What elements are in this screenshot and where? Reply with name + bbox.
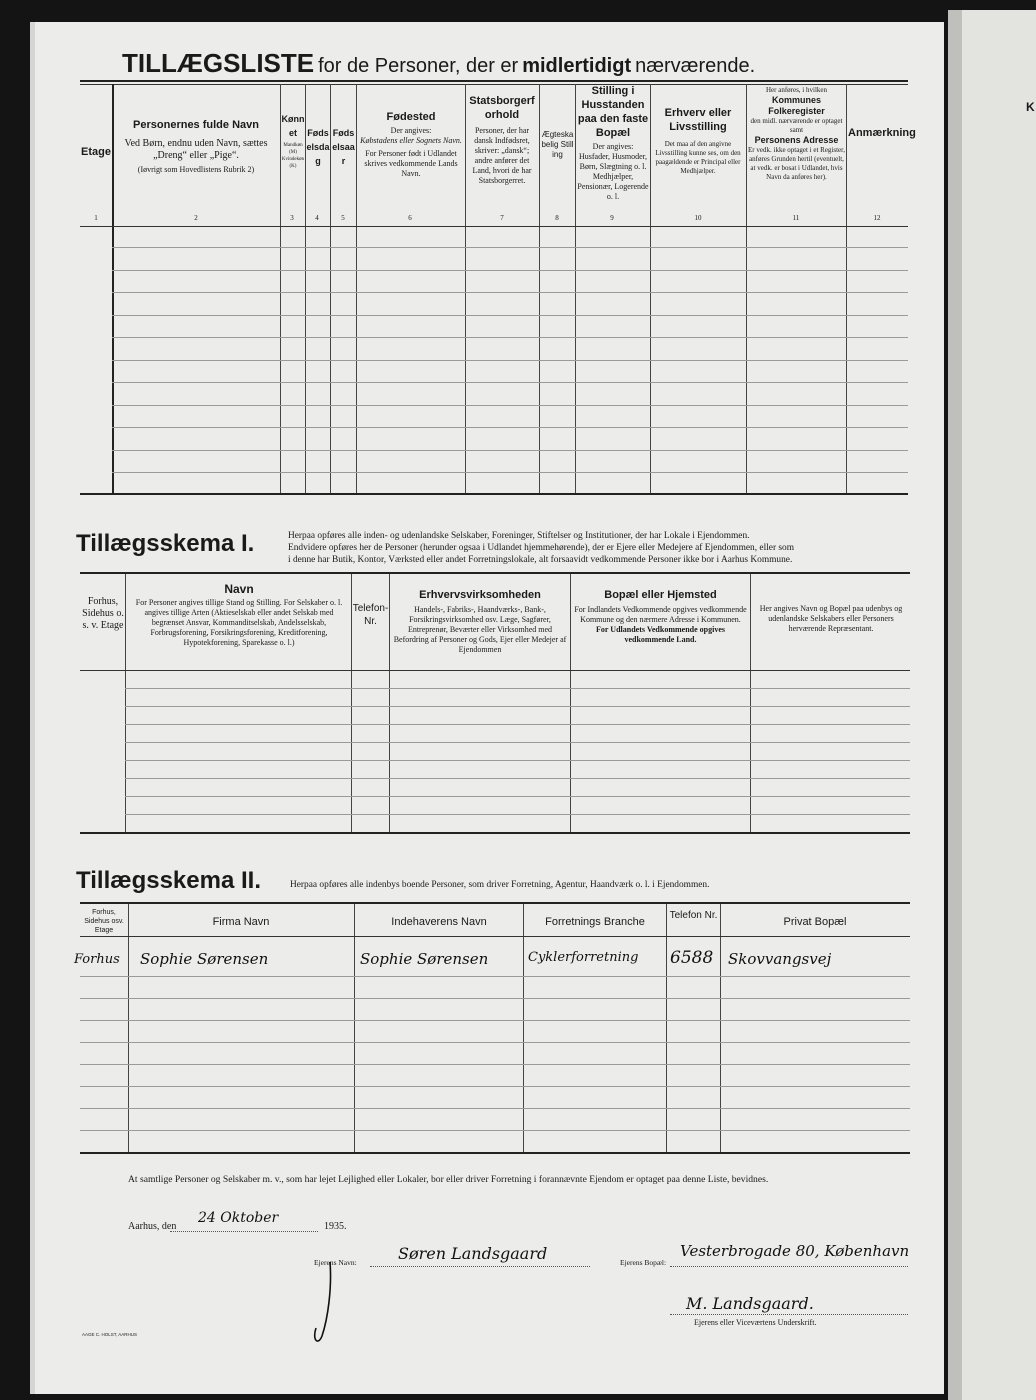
ruled-row <box>112 405 908 406</box>
ruled-row <box>80 976 910 977</box>
skema1-col-repr: Her angives Navn og Bopæl paa udenbys og udenlandske Selskabers eller Personers herværende Repræsentant. <box>759 604 903 633</box>
list-top-rule <box>80 80 908 82</box>
header-adresse: Personens Adresse <box>754 135 839 145</box>
skema1-intro <box>288 530 910 566</box>
column-number: 5 <box>341 214 345 222</box>
ruled-row <box>80 1108 910 1109</box>
column-number: 2 <box>194 214 198 222</box>
header-foedselsaar: Fødselsaar <box>332 128 355 166</box>
ruled-row <box>112 270 908 271</box>
col-divider <box>650 84 651 494</box>
ruled-row <box>80 998 910 999</box>
owner-name-hand: Søren Landsgaard <box>398 1244 548 1263</box>
col-divider <box>356 84 357 494</box>
skema1-header-rule <box>80 670 910 671</box>
ruled-row <box>80 1042 910 1043</box>
column-number: 4 <box>315 214 319 222</box>
skema2-col-forhus: Forhus, Sidehus osv. Etage <box>84 909 124 934</box>
ruled-row <box>125 796 910 797</box>
header-foedested-note2: Købstadens eller Sognets Navn. <box>360 136 462 145</box>
ruled-row <box>125 706 910 707</box>
row1-etage: Forhus <box>74 952 120 967</box>
skema1-title: Tillægsskema I. <box>76 530 255 557</box>
col-divider <box>465 84 466 494</box>
title-end: nærværende. <box>635 55 756 77</box>
row1-firma: Sophie Sørensen <box>140 950 269 968</box>
row1-indehaver: Sophie Sørensen <box>360 950 489 968</box>
skema2-col-telefon: Telefon Nr. <box>669 910 718 921</box>
column-number: 7 <box>500 214 504 222</box>
column-number: 9 <box>610 214 614 222</box>
col-divider <box>570 574 571 832</box>
skema1-col-bopael-title: Bopæl eller Hjemsted <box>604 589 717 601</box>
col-divider <box>666 904 667 1152</box>
header-foedselsdag: Fødselsdag <box>306 128 330 166</box>
signature-label: Ejerens eller Viceværtens Underskrift. <box>694 1318 817 1327</box>
header-stats-title: Statsborgerforhold <box>469 95 535 121</box>
ruled-row <box>112 472 908 473</box>
skema1-bottom-rule <box>80 832 910 834</box>
col-divider <box>125 574 126 832</box>
header-bottom-rule <box>80 226 908 227</box>
col-divider <box>523 904 524 1152</box>
skema1-col-telefon: Telefon-Nr. <box>352 603 389 627</box>
header-etage: Etage <box>81 146 111 158</box>
ruled-row <box>125 778 910 779</box>
skema1-col-forhus: Forhus, Sidehus o. s. v. Etage <box>82 596 124 631</box>
column-number: 8 <box>555 214 559 222</box>
header-foedested-note3: For Personer født i Udlandet skrives vedkommende Lands Navn. <box>364 149 458 178</box>
header-stilling-title: Stilling i Husstanden paa den faste Bopæl <box>577 85 649 139</box>
header-erhverv-title: Erhverv eller Livsstilling <box>664 107 732 133</box>
date-line <box>170 1231 318 1232</box>
header-koen-note: Mandkøn (M) Kvindekøn (K) <box>281 143 305 169</box>
ruled-row <box>80 1020 910 1021</box>
col-divider <box>575 84 576 494</box>
ruled-row <box>112 427 908 428</box>
header-anm: Anmærkning <box>848 127 916 139</box>
skema1-intro-line: i denne har Butik, Kontor, Værksted eller andet Forretningslokale, alt forsaavidt vedkommende Personer ikke bor i Aarhus Kommune. <box>288 555 793 565</box>
ruled-row <box>112 247 908 248</box>
owner-addr-label: Ejerens Bopæl: <box>620 1258 667 1267</box>
header-erhverv <box>652 106 744 176</box>
ruled-row <box>80 1064 910 1065</box>
skema1-col-erhverv <box>392 588 568 655</box>
column-number: 12 <box>873 214 881 222</box>
list-bottom-rule <box>80 493 908 495</box>
skema2-col-bopael: Privat Bopæl <box>783 916 847 928</box>
header-foedested <box>360 110 462 179</box>
header-stilling <box>577 84 649 202</box>
date-handwritten: 24 Oktober <box>198 1210 279 1226</box>
header-kommune-title: Kommunes Folkeregister <box>768 95 825 116</box>
ruled-row <box>112 450 908 451</box>
skema1-col-bopael <box>573 588 748 645</box>
header-kommune-note3: Er vedk. ikke optaget i et Register, anføres Grunden hertil (eventuelt, at vedk. er bosat i Udlandet, hvis Navn da anføres her). <box>748 146 845 181</box>
header-kommune <box>748 86 845 182</box>
skema1-col-navn <box>128 582 350 648</box>
col-divider <box>720 904 721 1152</box>
row1-telefon: 6588 <box>670 948 714 968</box>
col-divider <box>354 904 355 1152</box>
ruled-row <box>125 742 910 743</box>
skema2-col-firma: Firma Navn <box>212 916 270 928</box>
skema2-intro: Herpaa opføres alle indenbys boende Personer, som driver Forretning, Agentur, Haandværk o. l. i Ejendommen. <box>290 880 710 890</box>
header-kommune-note2: den midl. nærværende er optaget samt <box>750 117 843 134</box>
printer-mark: AAGE C. HOLST, AARHUS <box>82 1332 138 1337</box>
skema2-bottom-rule <box>80 1152 910 1154</box>
skema1-top-rule <box>80 572 910 574</box>
signature-line <box>670 1314 908 1315</box>
column-number: 1 <box>94 214 98 222</box>
row1-branche: Cyklerforretning <box>528 950 639 965</box>
skema1-intro-line: Endvidere opføres her de Personer (herunder ogsaa i Udlandet hjemmehørende), der er Ejere eller Medejere af Ejendommen, eller som <box>288 543 795 553</box>
header-koen-title: Kønnet <box>281 114 305 138</box>
skema2-col-indehaver: Indehaverens Navn <box>391 916 487 928</box>
header-navn-title: Personernes fulde Navn <box>133 119 259 131</box>
col-divider <box>846 84 847 494</box>
skema2-header-rule <box>80 936 910 937</box>
signature-hand: M. Landsgaard. <box>686 1294 814 1313</box>
date-place: Aarhus, den <box>128 1221 177 1232</box>
ruled-row <box>112 337 908 338</box>
col-divider <box>389 574 390 832</box>
form-page <box>30 22 944 1394</box>
column-number: 10 <box>694 214 702 222</box>
attest-text: At samtlige Personer og Selskaber m. v., som har lejet Lejlighed eller Lokaler, bor eller driver Forretning i forannævnte Ejendom er optaget paa denne Liste, bevidnes. <box>128 1174 769 1185</box>
column-number: 11 <box>792 214 800 222</box>
title-main: TILLÆGSLISTE <box>122 48 315 78</box>
list-top-rule-2 <box>80 84 908 85</box>
ruled-row <box>112 382 908 383</box>
header-navn-note2: (Iøvrigt som Hovedlistens Rubrik 2) <box>137 165 255 174</box>
ruled-row <box>125 814 910 815</box>
header-stats-note: Personer, der har dansk Indfødsret, skriver: „dansk“; andre anfører det Land, hvori de har Statsborgerret. <box>472 126 532 185</box>
ruled-row <box>112 315 908 316</box>
owner-addr-line <box>670 1266 908 1267</box>
form-title <box>122 48 755 79</box>
header-stats <box>467 94 537 186</box>
skema1-col-navn-note: For Personer angives tillige Stand og Stilling. For Selskaber o. l. angives tillige Arten (Aktieselskab eller andet Selskab med begrænset Ansvar, Kommanditselskab, Andelsselskab, Forbrugsforening, Forsikringsforening, Kreditforening, Hypotekforening, Sparekasse o. l.) <box>135 598 343 647</box>
owner-name-line <box>370 1266 590 1267</box>
ruled-row <box>125 724 910 725</box>
column-number: 3 <box>290 214 294 222</box>
date-year: 1935. <box>324 1221 347 1232</box>
skema1-col-erhverv-title: Erhvervsvirksomheden <box>419 589 541 601</box>
ruled-row <box>112 360 908 361</box>
skema2-top-rule <box>80 902 910 904</box>
skema2-title: Tillægsskema II. <box>76 867 261 894</box>
header-aegte: Ægteskabelig Stilling <box>541 130 574 159</box>
skema1-col-navn-title: Navn <box>224 582 254 596</box>
header-navn-note: Ved Børn, endnu uden Navn, sættes „Dreng“ eller „Pige“. <box>124 138 268 161</box>
header-navn <box>114 118 278 175</box>
row1-bopael: Skovvangsvej <box>728 950 832 968</box>
col-divider <box>539 84 540 494</box>
title-sub: for de Personer, der er <box>318 55 519 77</box>
skema2-col-branche: Forretnings Branche <box>545 916 645 928</box>
adjacent-page <box>948 10 1036 1400</box>
ruled-row <box>125 760 910 761</box>
header-foedested-note1: Der angives: <box>390 126 432 135</box>
ruled-row <box>80 1086 910 1087</box>
header-stilling-note: Der angives: Husfader, Husmoder, Børn, Slægtning o. l. Medhjælper, Pensionær, Logerende o. l. <box>577 142 649 201</box>
page-binding <box>948 10 962 1400</box>
ruled-row <box>112 292 908 293</box>
ruled-row <box>125 688 910 689</box>
header-foedested-title: Fødested <box>386 111 436 123</box>
skema1-col-bopael-note2: For Udlandets Vedkommende opgives vedkommende Land. <box>596 625 725 644</box>
header-kommune-note1: Her anføres, i hvilken <box>765 86 828 94</box>
owner-name-label: Ejerens Navn: <box>314 1258 357 1267</box>
owner-addr-hand: Vesterbrogade 80, København <box>680 1242 910 1260</box>
ruled-row <box>80 1130 910 1131</box>
title-bold: midlertidigt <box>522 55 632 77</box>
adjacent-page-letter: K <box>1026 100 1035 114</box>
header-koen <box>281 112 305 170</box>
col-divider <box>746 84 747 494</box>
page-edge <box>30 22 35 1394</box>
skema1-intro-line: Herpaa opføres alle inden- og udenlandske Selskaber, Foreninger, Stiftelser og Institutioner, der har Lokale i Ejendommen. <box>288 531 750 541</box>
skema1-col-erhverv-note: Handels-, Fabriks-, Haandværks-, Bank-, Forsikringsvirksomhed osv. Læge, Sagfører, Entreprenør, Beværter eller Virksomhed med Befordring af Personer og Gods, Ejer eller Medejer af Ejendommen <box>393 605 567 654</box>
col-divider <box>750 574 751 832</box>
col-divider <box>128 904 129 1152</box>
signature-flourish <box>310 1258 350 1350</box>
column-number: 6 <box>408 214 412 222</box>
skema1-col-bopael-note1: For Indlandets Vedkommende opgives vedkommende Kommune og den nærmere Adresse i Kommunen. <box>574 605 747 624</box>
header-erhverv-note: Det maa af den angivne Livsstilling kunne ses, om den paagældende er Principal eller Medhjælper. <box>655 140 741 175</box>
